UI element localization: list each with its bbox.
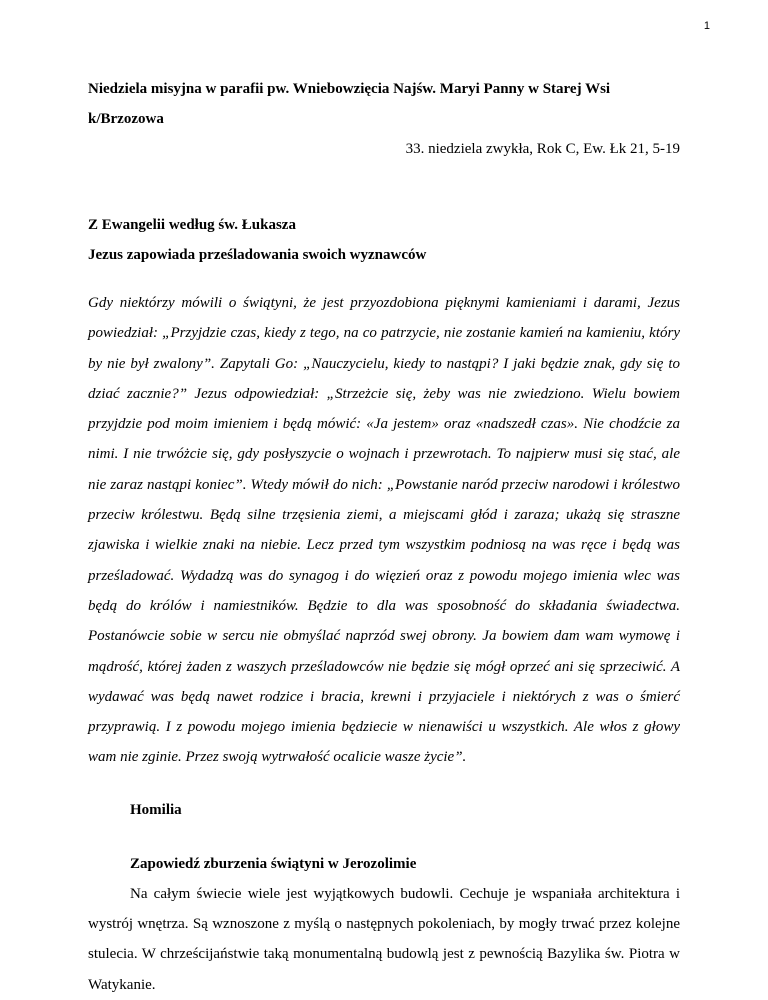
gospel-section: [88, 210, 680, 773]
gospel-text: Gdy niektórzy mówili o świątyni, że jest przyozdobiona pięknymi kamieniami i darami, Jezus powiedział: „Przyjdzie czas, kiedy z tego, na co patrzycie, nie zostanie kamień na kamieniu, który by nie był zwalony”. Zapytali Go: „Nauczycielu, kiedy to nastąpi? I jaki będzie znak, gdy się to dziać zacznie?” Jezus odpowiedział: „Strzeżcie się, żeby was nie zwiedziono. Wielu bowiem przyjdzie pod moim imieniem i będą mówić: «Ja jestem» oraz «nadszedł czas». Nie chodźcie za nimi. I nie trwóżcie się, gdy posłyszycie o wojnach i przewrotach. To najpierw musi się stać, ale nie zaraz nastąpi koniec”. Wtedy mówił do nich: „Powstanie naród przeciw narodowi i królestwo przeciw królestwu. Będą silne trzęsienia ziemi, a miejscami głód i zaraza; ukażą się straszne zjawiska i wielkie znaki na niebie. Lecz przed tym wszystkim podniosą na was ręce i będą was prześladować. Wydadzą was do synagog i do więzień oraz z powodu mojego imienia wlec was będą do królów i namiestników. Będzie to dla was sposobność do składania świadectwa. Postanówcie sobie w sercu nie obmyślać naprzód swej obrony. Ja bowiem dam wam wymowę i mądrość, której żaden z waszych prześladowców nie będzie się mógł oprzeć ani się sprzeciwić. A wydawać was będą nawet rodzice i bracia, krewni i przyjaciele i niektórych z was o śmierć przyprawią. I z powodu mojego imienia będziecie w nienawiści u wszystkich. Ale włos z głowy wam nie zginie. Przez swoją wytrwałość ocalicie wasze życie”.: [88, 295, 680, 766]
document-body: [88, 74, 680, 1000]
document-title: Niedziela misyjna w parafii pw. Wniebowzięcia Najśw. Maryi Panny w Starej Wsi k/Brzozowa: [88, 81, 611, 127]
homily-paragraph: Na całym świecie wiele jest wyjątkowych budowli. Cechuje je wspaniała architektura i wystrój wnętrza. Są wznoszone z myślą o następnych pokoleniach, by mogły trwać przez kolejne stulecia. W chrześcijaństwie taką monumentalną budowlą jest z pewnością Bazylika św. Piotra w Watykanie.: [88, 885, 680, 993]
gospel-theme: Jezus zapowiada prześladowania swoich wyznawców: [88, 247, 427, 263]
liturgical-reference: 33. niedziela zwykła, Rok C, Ew. Łk 21, 5-19: [405, 141, 680, 157]
homily-section-title: Zapowiedź zburzenia świątyni w Jerozolimie: [130, 855, 417, 872]
gospel-heading: Z Ewangelii według św. Łukasza: [88, 217, 296, 233]
page-number: 1: [703, 20, 710, 32]
homily-title: Homilia: [130, 801, 182, 818]
